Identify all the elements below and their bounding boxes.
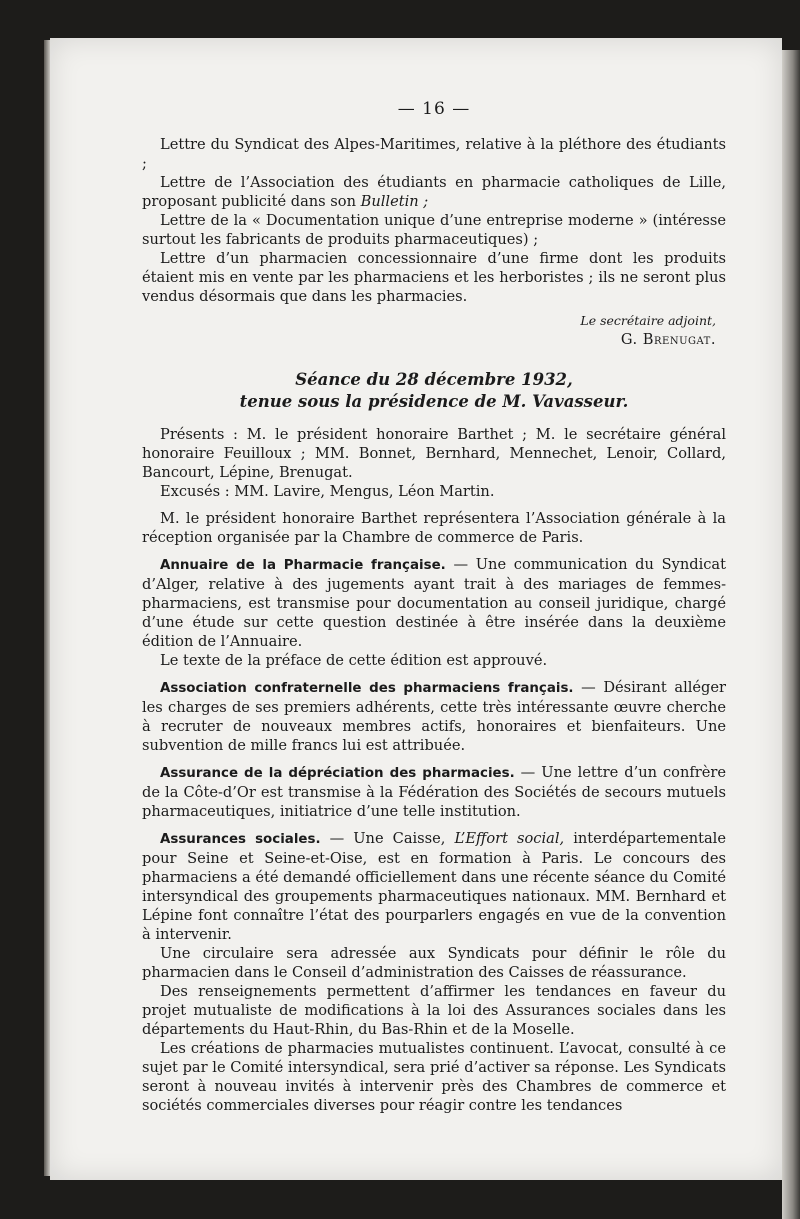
page-number: — 16 — [397, 99, 471, 119]
association-text: — Désirant alléger les charges de ses premiers adhérents, cette très intéressante œuvre cherche à recruter de nouveaux membres actifs, honoraires et bienfaiteurs. Une subvention de mille francs lui est attribuée. [142, 679, 727, 754]
letter-etudiants-lille-text: Lettre de l’Association des étudiants en pharmacie catholiques de Lille, proposant publicité dans son [142, 174, 726, 210]
assurance-text: — Une lettre d’un confrère de la Côte-d’Or est transmise à la Fédération des Sociétés de secours mutuels pharmaceutiques, initiatrice d’une telle institution. [142, 764, 726, 820]
page-content [142, 100, 726, 1115]
sociales-text-b: interdépartementale pour Seine et Seine-et-Oise, est en formation à Paris. Le concours des pharmaciens a été demandé officiellement dans une récente séance du Comité intersyndical des groupements pharmaceutiques nationaux. MM. Bernhard et Lépine font connaître l’état des pourparlers engagés en vue de la convention à intervenir. [142, 830, 726, 943]
signature-surname: Brenugat. [642, 331, 716, 348]
presents-paragraph: Présents : M. le président honoraire Barthet ; M. le secrétaire général honoraire Feuilloux ; MM. Bonnet, Bernhard, Mennechet, Lenoir, Collard, Bancourt, Lépine, Brenugat. [142, 426, 726, 481]
page-right-edge [782, 50, 800, 1219]
letter-pharmacien: Lettre d’un pharmacien concessionnaire d’une firme dont les produits étaient mis en vente par les pharmaciens et les herboristes ; ils ne seront plus vendus désormais que dans les pharmacies. [142, 250, 726, 305]
barthet-paragraph: M. le président honoraire Barthet représentera l’Association générale à la réception organisée par la Chambre de commerce de Paris. [142, 510, 726, 546]
sociales-text-a: — Une Caisse, [320, 830, 455, 847]
sociales-title: Assurances sociales. [160, 832, 321, 847]
sociales-creations-paragraph: Les créations de pharmacies mutualistes continuent. L’avocat, consulté à ce sujet par le Comité intersyndical, sera prié d’activer sa réponse. Les Syndicats seront à nouveau invités à intervenir près des Chambres de commerce et sociétés commerciales diverses pour réagir contre les tendances [142, 1040, 726, 1114]
excuses-paragraph: Excusés : MM. Lavire, Mengus, Léon Martin. [160, 483, 495, 500]
session-heading-line2: tenue sous la présidence de M. Vavasseur. [239, 392, 629, 411]
letter-documentation: Lettre de la « Documentation unique d’une entreprise moderne » (intéresse surtout les fabricants de produits pharmaceutiques) ; [142, 212, 726, 248]
annuaire-paragraph [142, 555, 726, 651]
sociales-circulaire-paragraph: Une circulaire sera adressée aux Syndicats pour définir le rôle du pharmacien dans le Conseil d’administration des Caisses de réassurance. [142, 945, 726, 981]
assurance-title: Assurance de la dépréciation des pharmacies. [160, 766, 515, 781]
annuaire-title: Annuaire de la Pharmacie française. [160, 558, 446, 573]
association-paragraph [142, 678, 726, 755]
annuaire-text: — Une communication du Syndicat d’Alger, relative à des jugements ayant trait à des mariages de femmes-pharmaciens, est transmise pour documentation au conseil juridique, chargé d’une étude sur cette question destinée à être insérée dans la deuxième édition de l’Annuaire. [142, 556, 726, 650]
letter-alpes-maritimes: Lettre du Syndicat des Alpes-Maritimes, relative à la pléthore des étudiants ; [142, 136, 726, 172]
sociales-paragraph [142, 829, 726, 944]
session-heading-line1: Séance du 28 décembre 1932, [295, 370, 573, 389]
signature-initial: G. [620, 331, 638, 348]
signature-name [142, 330, 726, 349]
association-title: Association confraternelle des pharmaciens français. [160, 681, 574, 696]
sociales-caisse-name: L’Effort social, [454, 830, 565, 847]
bulletin-word: Bulletin ; [360, 193, 429, 210]
annuaire-preface-paragraph: Le texte de la préface de cette édition est approuvé. [160, 652, 548, 669]
letter-etudiants-lille [142, 173, 726, 211]
document-page [50, 38, 782, 1180]
sociales-renseignements-paragraph: Des renseignements permettent d’affirmer les tendances en faveur du projet mutualiste de modifications à la loi des Assurances sociales dans les départements du Haut-Rhin, du Bas-Rhin et de la Moselle. [142, 983, 726, 1038]
assurance-paragraph [142, 763, 726, 821]
session-heading [142, 369, 726, 413]
signature-title: Le secrétaire adjoint, [580, 313, 716, 328]
